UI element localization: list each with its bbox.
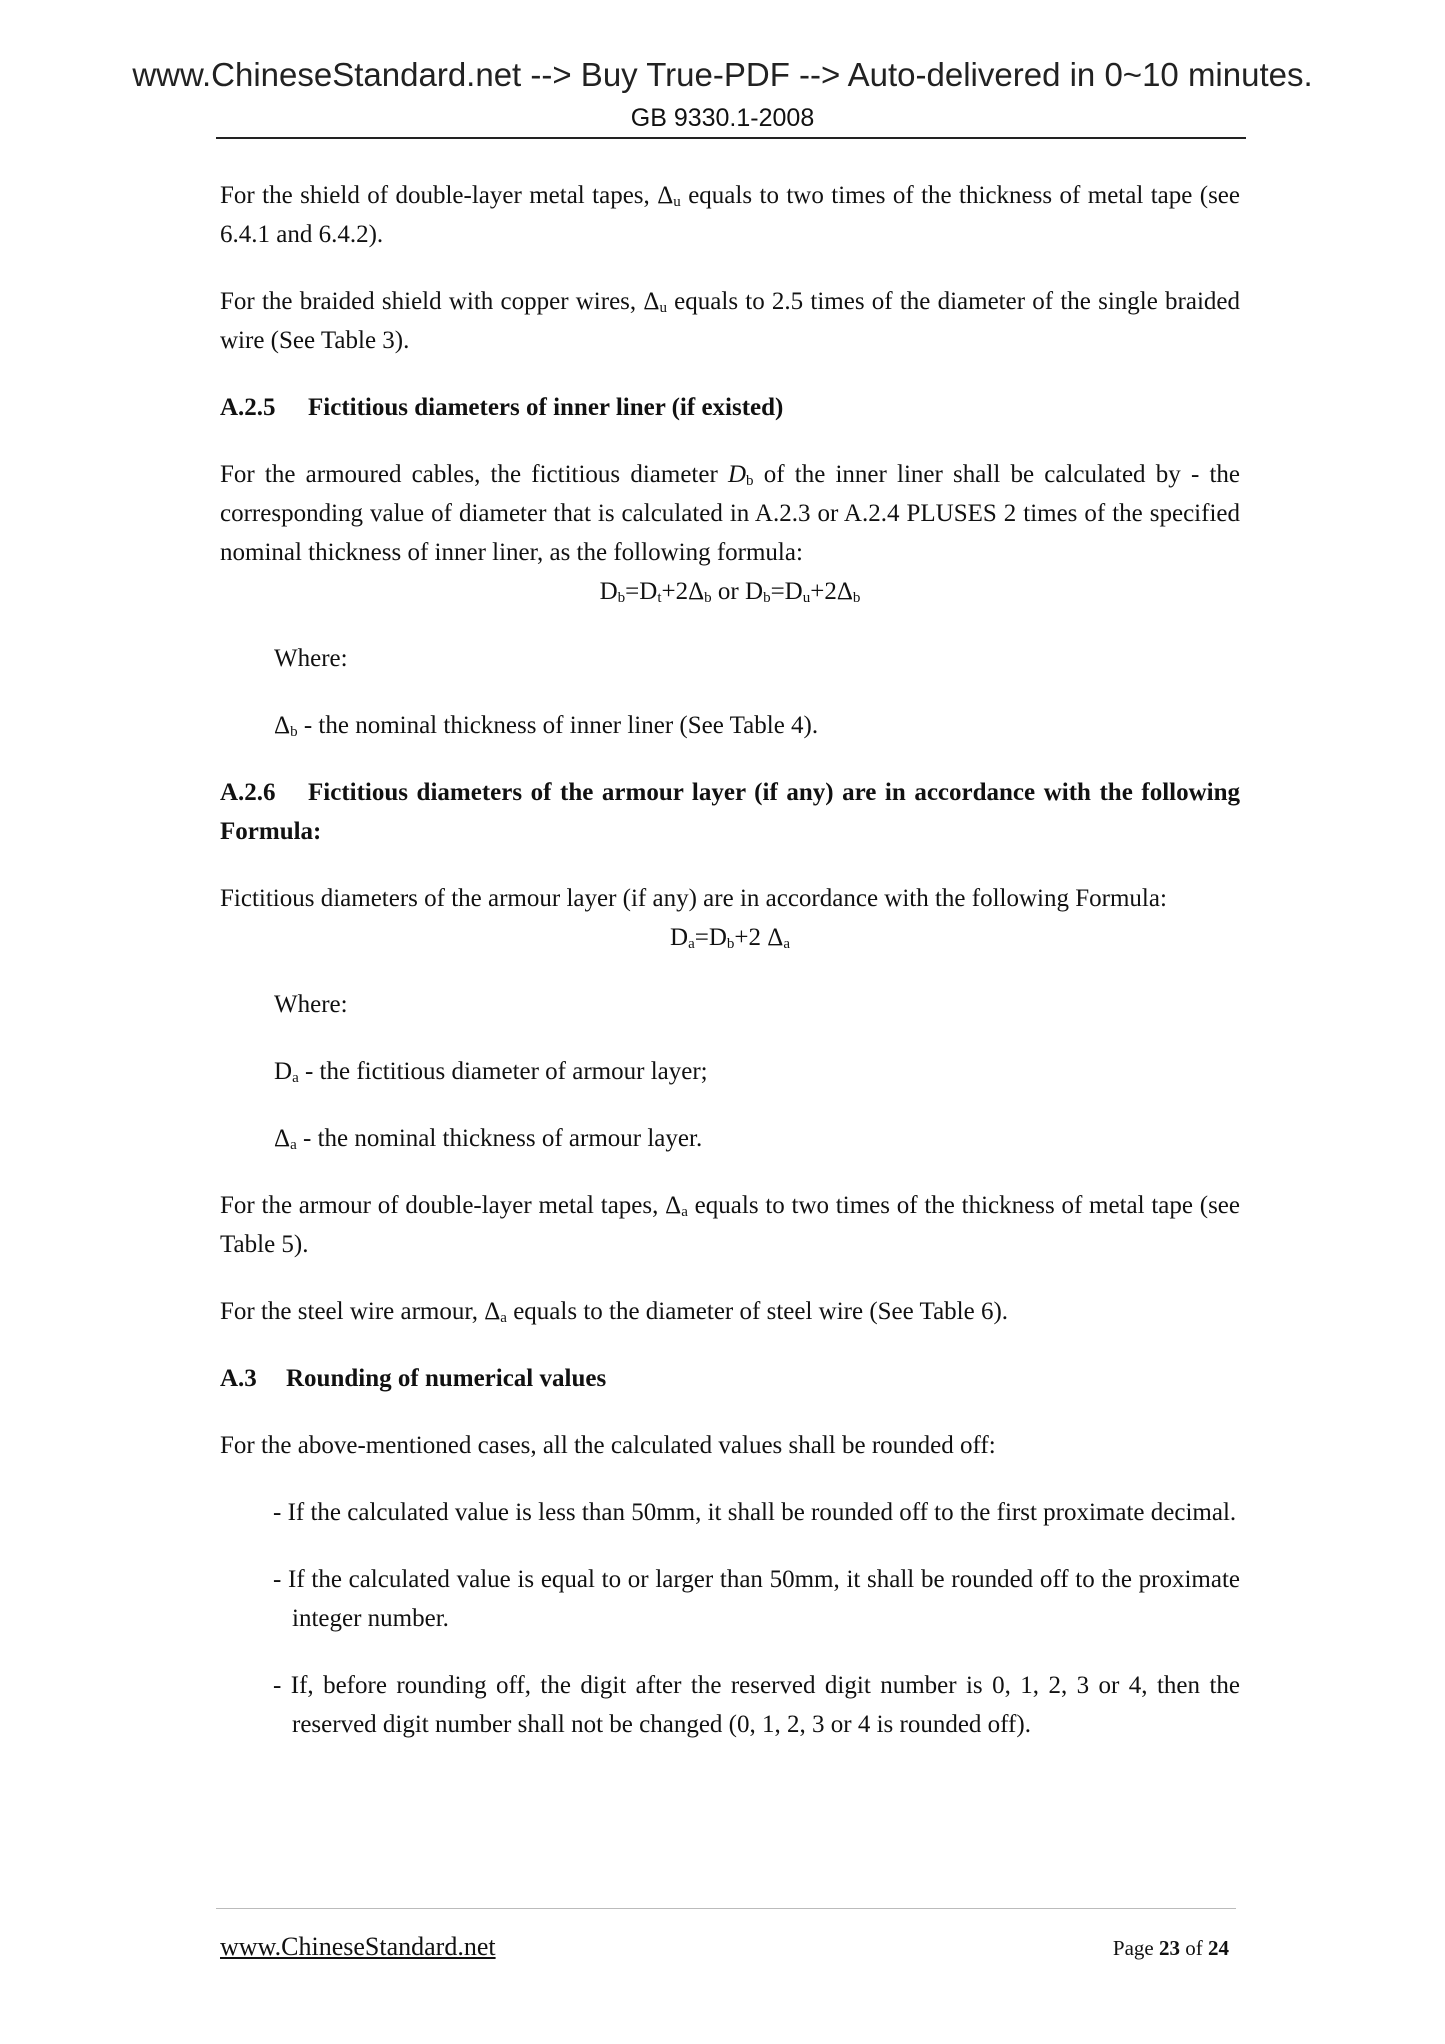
footer-rule xyxy=(216,1908,1236,1909)
formula-armour-layer: $D_a=D_b+2$ $\Delta_a$ xyxy=(670,924,790,952)
section-number: A.3 xyxy=(220,1365,257,1392)
paragraph-steel-wire-armour: For the steel wire armour, $\Delta_a$ equals to the diameter of steel wire (See Table 6). xyxy=(220,1298,1009,1326)
where-label: Where: xyxy=(274,645,348,672)
paragraph-metal-tape-shield: For the shield of double-layer metal tapes, $\Delta_u$ equals to two times of the thickness of metal tape (see 6.4.1 and 6.4.2). xyxy=(220,182,1241,248)
header-banner: www.ChineseStandard.net --> Buy True-PDF --> Auto-delivered in 0~10 minutes. xyxy=(132,56,1313,93)
definition-armour-diameter: $D_a$ - the fictitious diameter of armour layer; xyxy=(274,1058,708,1086)
document-body xyxy=(220,176,1240,1772)
section-number: A.2.5 xyxy=(220,394,276,421)
paragraph-armour-layer: Fictitious diameters of the armour layer (if any) are in accordance with the following Formula: xyxy=(220,885,1167,912)
section-title: Fictitious diameters of inner liner (if existed) xyxy=(308,394,784,421)
section-heading-a3 xyxy=(220,1359,1240,1398)
list-item: - If the calculated value is less than 50mm, it shall be rounded off to the first proximate decimal. xyxy=(273,1499,1237,1526)
section-number: A.2.6 xyxy=(220,779,276,806)
section-heading-a25 xyxy=(220,388,1240,427)
list-item: - If the calculated value is equal to or larger than 50mm, it shall be rounded off to the proximate integer number. xyxy=(273,1566,1240,1632)
footer-website-link[interactable]: www.ChineseStandard.net xyxy=(220,1932,496,1961)
section-heading-a26 xyxy=(220,773,1240,851)
paragraph-braided-shield: For the braided shield with copper wires, $\Delta_u$ equals to 2.5 times of the diameter of the single braided wire (See Table 3). xyxy=(220,288,1240,354)
where-label: Where: xyxy=(274,991,348,1018)
definition-inner-liner-thickness: $\Delta_b$ - the nominal thickness of inner liner (See Table 4). xyxy=(274,712,819,740)
page-number: Page 23 of 24 xyxy=(1112,1936,1229,1960)
formula-inner-liner: $D_b=D_t+2\Delta_b$ or $D_b=D_u+2\Delta_b$ xyxy=(599,578,861,606)
paragraph-metal-tape-armour: For the armour of double-layer metal tapes, $\Delta_a$ equals to two times of the thickness of metal tape (see Table 5). xyxy=(220,1192,1241,1258)
definition-armour-thickness: $\Delta_a$ - the nominal thickness of armour layer. xyxy=(274,1125,703,1153)
standard-number: GB 9330.1-2008 xyxy=(630,104,815,132)
header-rule xyxy=(216,137,1246,139)
section-title: Rounding of numerical values xyxy=(286,1365,607,1392)
section-title: Fictitious diameters of the armour layer (if any) are in accordance with the following Formula: xyxy=(220,779,1240,845)
paragraph-inner-liner: For the armoured cables, the fictitious diameter $D_b$ of the inner liner shall be calculated by - the corresponding value of diameter that is calculated in A.2.3 or A.2.4 PLUSES 2 times of the specified nominal thickness of inner liner, as the following formula: xyxy=(220,461,1240,566)
list-item: - If, before rounding off, the digit after the reserved digit number is 0, 1, 2, 3 or 4, then the reserved digit number shall not be changed (0, 1, 2, 3 or 4 is rounded off). xyxy=(273,1672,1240,1738)
paragraph-rounding-intro: For the above-mentioned cases, all the calculated values shall be rounded off: xyxy=(220,1432,996,1459)
